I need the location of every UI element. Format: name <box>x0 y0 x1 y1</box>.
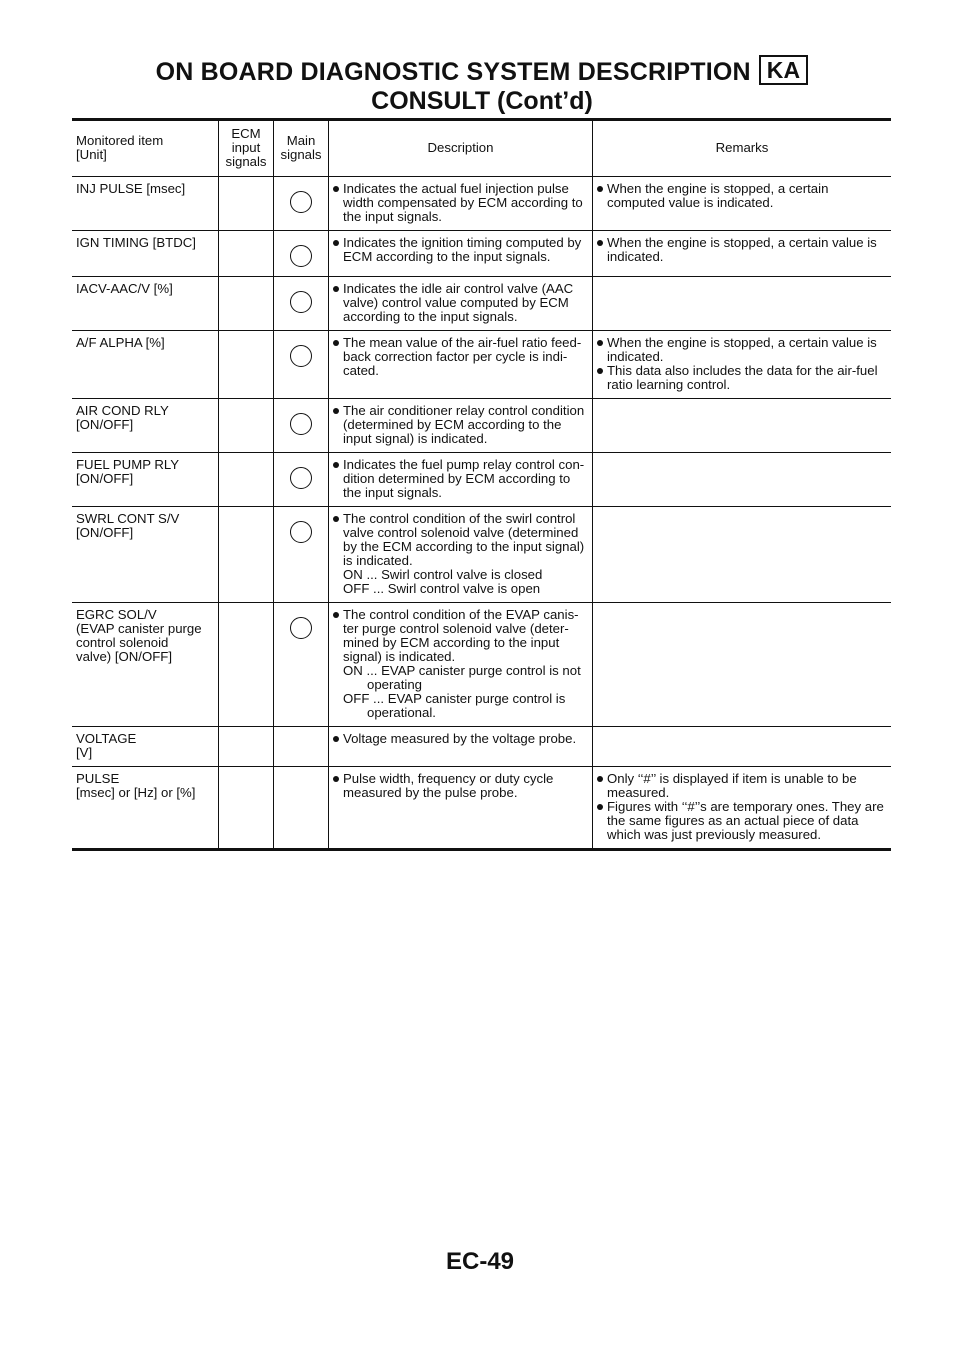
cell-description <box>329 177 593 231</box>
description-detail-line: OFF ... EVAP canister purge control is <box>343 691 566 706</box>
section-title-text: ON BOARD DIAGNOSTIC SYSTEM DESCRIPTION <box>155 58 751 86</box>
cell-ecm-input <box>219 603 274 727</box>
header-ecm-line: ECM <box>231 126 261 141</box>
item-line: INJ PULSE [msec] <box>76 181 186 196</box>
table-row <box>72 231 891 277</box>
cell-ecm-input <box>219 331 274 399</box>
cell-description <box>329 277 593 331</box>
description-bullet: Indicates the idle air control valve (AAC valve) control value computed by ECM according to the input signals. <box>333 282 588 324</box>
section-title <box>72 55 892 87</box>
table-row <box>72 767 891 850</box>
table-row <box>72 277 891 331</box>
circle-mark-icon <box>290 521 312 543</box>
description-bullet: Indicates the ignition timing computed by ECM according to the input signals. <box>333 236 588 264</box>
cell-description <box>329 727 593 767</box>
item-line: SWRL CONT S/V <box>76 511 180 526</box>
cell-monitored-item <box>72 331 219 399</box>
cell-remarks <box>593 767 892 850</box>
remark-bullet: This data also includes the data for the air-fuel ratio learning control. <box>597 364 887 392</box>
header-main-line: Main <box>286 133 316 148</box>
circle-mark-icon <box>290 345 312 367</box>
cell-monitored-item <box>72 767 219 850</box>
item-line: [ON/OFF] <box>76 525 134 540</box>
cell-main-signals <box>274 399 329 453</box>
section-subtitle: CONSULT (Cont’d) <box>371 87 593 115</box>
cell-monitored-item <box>72 507 219 603</box>
item-line: [msec] or [Hz] or [%] <box>76 785 196 800</box>
item-line: AIR COND RLY <box>76 403 169 418</box>
table-header-row <box>72 120 891 177</box>
cell-monitored-item <box>72 177 219 231</box>
description-detail-line: ON ... EVAP canister purge control is not <box>343 663 581 678</box>
header-ecm-line: signals <box>225 154 267 169</box>
circle-mark-icon <box>290 413 312 435</box>
item-line: FUEL PUMP RLY <box>76 457 180 472</box>
item-line: PULSE <box>76 771 120 786</box>
cell-monitored-item <box>72 453 219 507</box>
cell-ecm-input <box>219 177 274 231</box>
cell-ecm-input <box>219 727 274 767</box>
cell-monitored-item <box>72 399 219 453</box>
description-bullet: The control condition of the swirl control valve control solenoid valve (determined by the ECM according to the input signal) is indicated. <box>333 512 588 568</box>
cell-remarks <box>593 603 892 727</box>
description-bullet: The control condition of the EVAP canis-ter purge control solenoid valve (deter-mined by ECM according to the input signal) is indicated. <box>333 608 588 664</box>
table-row <box>72 399 891 453</box>
remark-bullet: When the engine is stopped, a certain value is indicated. <box>597 236 887 264</box>
cell-main-signals <box>274 177 329 231</box>
cell-remarks <box>593 727 892 767</box>
item-line: [ON/OFF] <box>76 471 134 486</box>
description-bullet: The mean value of the air-fuel ratio feed-back correction factor per cycle is indi-cated. <box>333 336 588 378</box>
cell-main-signals <box>274 767 329 850</box>
cell-ecm-input <box>219 399 274 453</box>
remark-bullet: Figures with ‘‘#’’s are temporary ones. They are the same figures as an actual piece of data which was just previously measured. <box>597 800 887 842</box>
circle-mark-icon <box>290 245 312 267</box>
table-row <box>72 507 891 603</box>
description-bullet: Pulse width, frequency or duty cycle measured by the pulse probe. <box>333 772 588 800</box>
header-main-signals <box>274 120 329 177</box>
remark-bullet: Only ‘‘#’’ is displayed if item is unable to be measured. <box>597 772 887 800</box>
cell-monitored-item <box>72 603 219 727</box>
cell-remarks <box>593 331 892 399</box>
item-line: control solenoid <box>76 635 169 650</box>
item-line: A/F ALPHA [%] <box>76 335 165 350</box>
table-row <box>72 603 891 727</box>
cell-description <box>329 603 593 727</box>
cell-remarks <box>593 453 892 507</box>
cell-description <box>329 453 593 507</box>
cell-description <box>329 767 593 850</box>
cell-main-signals <box>274 277 329 331</box>
cell-remarks <box>593 231 892 277</box>
remark-bullet: When the engine is stopped, a certain value is indicated. <box>597 336 887 364</box>
cell-main-signals <box>274 231 329 277</box>
table-row <box>72 453 891 507</box>
monitored-items-table <box>72 118 891 851</box>
cell-remarks <box>593 177 892 231</box>
item-line: VOLTAGE <box>76 731 137 746</box>
cell-main-signals <box>274 603 329 727</box>
item-line: [ON/OFF] <box>76 417 134 432</box>
table-row <box>72 177 891 231</box>
cell-description <box>329 507 593 603</box>
cell-main-signals <box>274 331 329 399</box>
table-row <box>72 331 891 399</box>
circle-mark-icon <box>290 467 312 489</box>
item-line: IACV-AAC/V [%] <box>76 281 173 296</box>
cell-main-signals <box>274 453 329 507</box>
cell-description <box>329 399 593 453</box>
item-line: valve) [ON/OFF] <box>76 649 172 664</box>
description-detail-line: OFF ... Swirl control valve is open <box>343 581 541 596</box>
item-line: EGRC SOL/V <box>76 607 157 622</box>
header-item-line: Monitored item <box>76 133 164 148</box>
cell-remarks <box>593 277 892 331</box>
engine-code-badge: KA <box>759 55 809 85</box>
cell-ecm-input <box>219 453 274 507</box>
cell-remarks <box>593 507 892 603</box>
description-bullet: Indicates the actual fuel injection pulse width compensated by ECM according to the input signals. <box>333 182 588 224</box>
header-monitored-item <box>72 120 219 177</box>
cell-ecm-input <box>219 507 274 603</box>
header-item-line: [Unit] <box>76 147 107 162</box>
cell-monitored-item <box>72 727 219 767</box>
table-body <box>72 177 891 850</box>
description-bullet: The air conditioner relay control condition (determined by ECM according to the input signal) is indicated. <box>333 404 588 446</box>
header-main-line: signals <box>280 147 322 162</box>
cell-main-signals <box>274 727 329 767</box>
cell-ecm-input <box>219 277 274 331</box>
cell-description <box>329 331 593 399</box>
circle-mark-icon <box>290 617 312 639</box>
header-remarks: Remarks <box>593 120 892 177</box>
header-ecm-line: input <box>231 140 261 155</box>
cell-main-signals <box>274 507 329 603</box>
cell-ecm-input <box>219 231 274 277</box>
item-line: (EVAP canister purge <box>76 621 202 636</box>
item-line: IGN TIMING [BTDC] <box>76 235 196 250</box>
description-detail-line: operating <box>367 677 422 692</box>
cell-remarks <box>593 399 892 453</box>
item-line: [V] <box>76 745 93 760</box>
description-bullet: Indicates the fuel pump relay control con-dition determined by ECM according to the input signals. <box>333 458 588 500</box>
remark-bullet: When the engine is stopped, a certain computed value is indicated. <box>597 182 887 210</box>
table-row <box>72 727 891 767</box>
description-bullet: Voltage measured by the voltage probe. <box>333 732 588 746</box>
cell-monitored-item <box>72 231 219 277</box>
description-detail-line: operational. <box>367 705 436 720</box>
cell-ecm-input <box>219 767 274 850</box>
header-description: Description <box>329 120 593 177</box>
description-detail-line: ON ... Swirl control valve is closed <box>343 567 543 582</box>
page-number: EC-49 <box>445 1248 515 1275</box>
cell-description <box>329 231 593 277</box>
circle-mark-icon <box>290 191 312 213</box>
circle-mark-icon <box>290 291 312 313</box>
header-ecm-input <box>219 120 274 177</box>
cell-monitored-item <box>72 277 219 331</box>
